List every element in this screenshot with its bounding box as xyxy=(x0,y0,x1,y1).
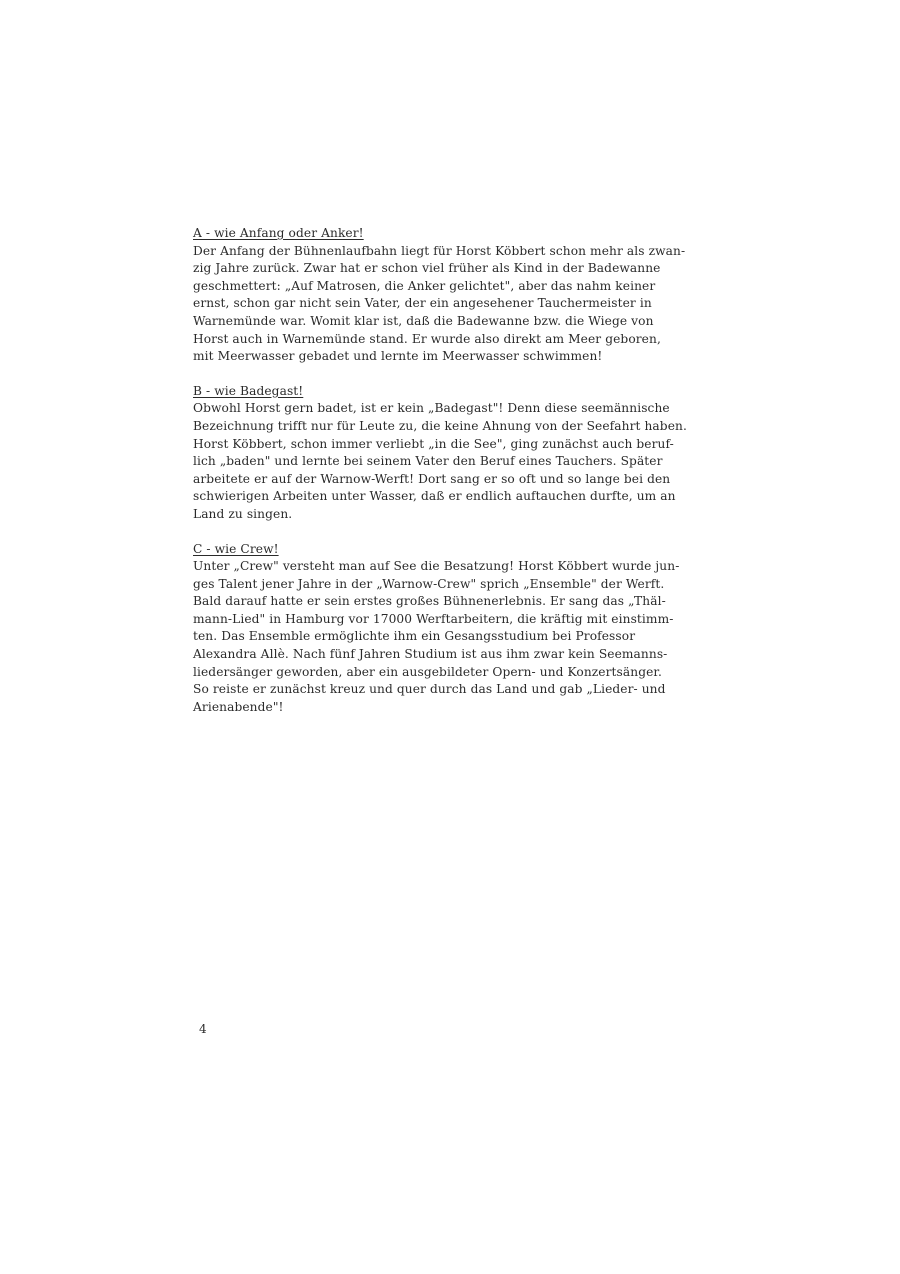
section-a xyxy=(193,225,753,366)
text-line: arbeitete er auf der Warnow-Werft! Dort sang er so oft und so lange bei den xyxy=(193,471,671,486)
text-line: Warnemünde war. Womit klar ist, daß die Badewanne bzw. die Wiege von xyxy=(193,313,654,328)
text-line: mann-Lied" in Hamburg vor 17000 Werftarbeitern, die kräftig mit einstimm- xyxy=(193,611,674,626)
text-line: liedersänger geworden, aber ein ausgebildeter Opern- und Konzertsänger. xyxy=(193,664,662,679)
text-line: Horst Köbbert, schon immer verliebt „in die See", ging zunächst auch beruf- xyxy=(193,436,674,451)
text-line: schwierigen Arbeiten unter Wasser, daß er endlich auftauchen durfte, um an xyxy=(193,489,676,504)
page-number: 4 xyxy=(199,1022,207,1036)
article-body xyxy=(193,225,753,733)
section-paragraph xyxy=(193,243,753,366)
text-line: Bald darauf hatte er sein erstes großes Bühnenerlebnis. Er sang das „Thäl- xyxy=(193,594,666,609)
section-heading: A - wie Anfang oder Anker! xyxy=(193,226,364,240)
text-line: geschmettert: „Auf Matrosen, die Anker gelichtet", aber das nahm keiner xyxy=(193,278,656,293)
section-heading: B - wie Badegast! xyxy=(193,383,304,398)
section-paragraph xyxy=(193,400,753,523)
text-line: Obwohl Horst gern badet, ist er kein „Badegast"! Denn diese seemännische xyxy=(193,401,670,416)
text-line: ten. Das Ensemble ermöglichte ihm ein Gesangsstudium bei Professor xyxy=(193,629,636,644)
text-line: lich „baden" und lernte bei seinem Vater den Beruf eines Tauchers. Später xyxy=(193,454,663,469)
text-line: Bezeichnung trifft nur für Leute zu, die keine Ahnung von der Seefahrt haben. xyxy=(193,418,687,433)
text-line: ernst, schon gar nicht sein Vater, der ein angesehener Tauchermeister in xyxy=(193,296,652,311)
section-b xyxy=(193,383,753,524)
text-line: Unter „Crew" versteht man auf See die Besatzung! Horst Köbbert wurde jun- xyxy=(193,559,680,574)
text-line: Alexandra Allè. Nach fünf Jahren Studium ist aus ihm zwar kein Seemanns- xyxy=(193,647,668,662)
text-line: Der Anfang der Bühnenlaufbahn liegt für Horst Köbbert schon mehr als zwan- xyxy=(193,243,686,258)
section-heading: C - wie Crew! xyxy=(193,541,279,556)
section-paragraph xyxy=(193,558,753,716)
section-c xyxy=(193,541,753,717)
text-line: So reiste er zunächst kreuz und quer durch das Land und gab „Lieder- und xyxy=(193,682,666,697)
text-line: zig Jahre zurück. Zwar hat er schon viel früher als Kind in der Badewanne xyxy=(193,261,661,276)
text-line: Horst auch in Warnemünde stand. Er wurde also direkt am Meer geboren, xyxy=(193,331,661,346)
text-line: Arienabende"! xyxy=(193,699,284,714)
text-line: ges Talent jener Jahre in der „Warnow-Crew" sprich „Ensemble" der Werft. xyxy=(193,576,665,591)
text-line: mit Meerwasser gebadet und lernte im Meerwasser schwimmen! xyxy=(193,349,603,364)
text-line: Land zu singen. xyxy=(193,506,293,521)
